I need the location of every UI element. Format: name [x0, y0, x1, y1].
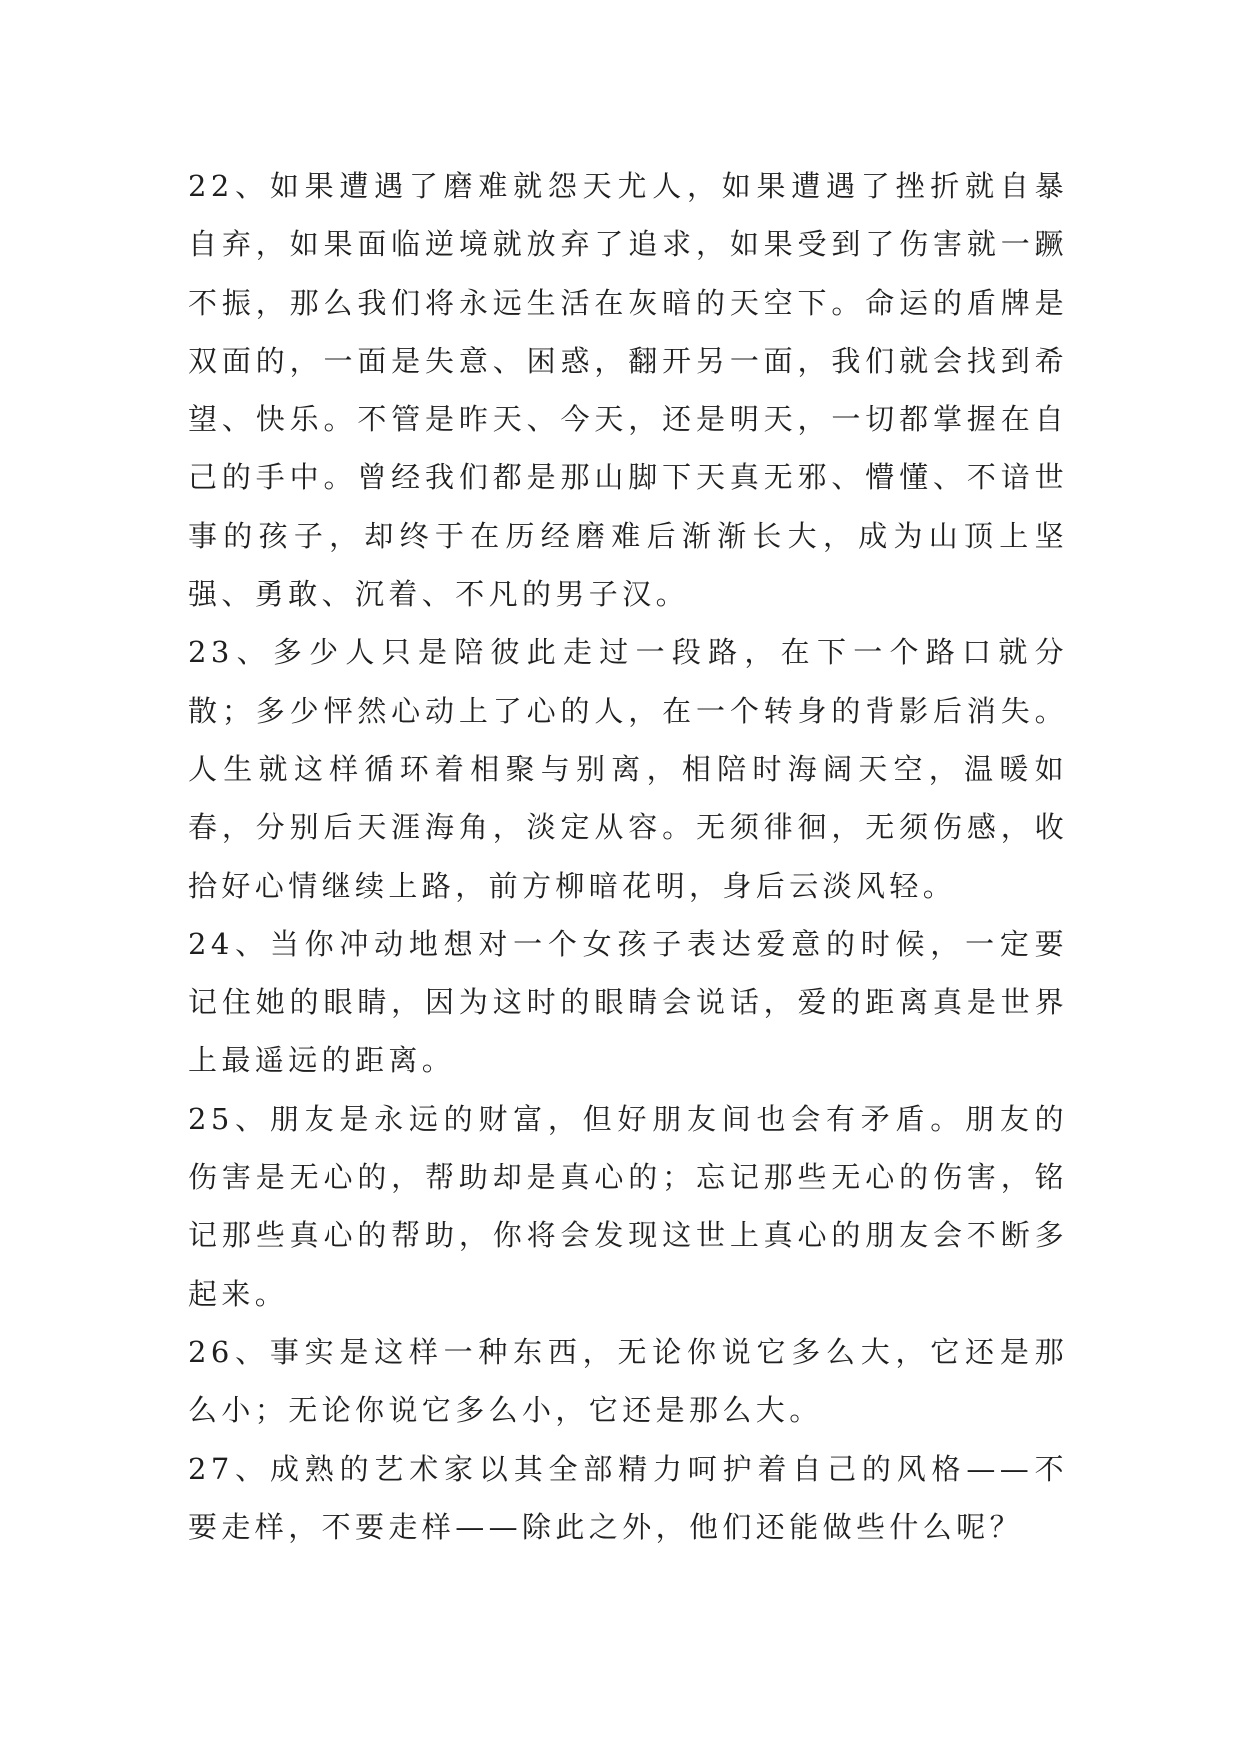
- paragraph-27: 27、成熟的艺术家以其全部精力呵护着自己的风格——不要走样，不要走样——除此之外，他们还能做些什么呢？: [188, 1451, 1068, 1544]
- paragraph-23: 23、多少人只是陪彼此走过一段路，在下一个路口就分散；多少怦然心动上了心的人，在一个转身的背影后消失。人生就这样循环着相聚与别离，相陪时海阔天空，温暖如春，分别后天涯海角，淡定从容。无须徘徊，无须伤感，收拾好心情继续上路，前方柳暗花明，身后云淡风轻。: [188, 635, 1068, 903]
- document-page: [188, 157, 1068, 1556]
- paragraph-22: 22、如果遭遇了磨难就怨天尤人，如果遭遇了挫折就自暴自弃，如果面临逆境就放弃了追求，如果受到了伤害就一蹶不振，那么我们将永远生活在灰暗的天空下。命运的盾牌是双面的，一面是失意、困惑，翻开另一面，我们就会找到希望、快乐。不管是昨天、今天，还是明天，一切都掌握在自己的手中。曾经我们都是那山脚下天真无邪、懵懂、不谙世事的孩子，却终于在历经磨难后渐渐长大，成为山顶上坚强、勇敢、沉着、不凡的男子汉。: [188, 169, 1068, 612]
- paragraph-25: 25、朋友是永远的财富，但好朋友间也会有矛盾。朋友的伤害是无心的，帮助却是真心的；忘记那些无心的伤害，铭记那些真心的帮助，你将会发现这世上真心的朋友会不断多起来。: [188, 1101, 1068, 1311]
- paragraph-26: 26、事实是这样一种东西，无论你说它多么大，它还是那么小；无论你说它多么小，它还是那么大。: [188, 1334, 1068, 1428]
- paragraph-24: 24、当你冲动地想对一个女孩子表达爱意的时候，一定要记住她的眼睛，因为这时的眼睛会说话，爱的距离真是世界上最遥远的距离。: [188, 926, 1068, 1078]
